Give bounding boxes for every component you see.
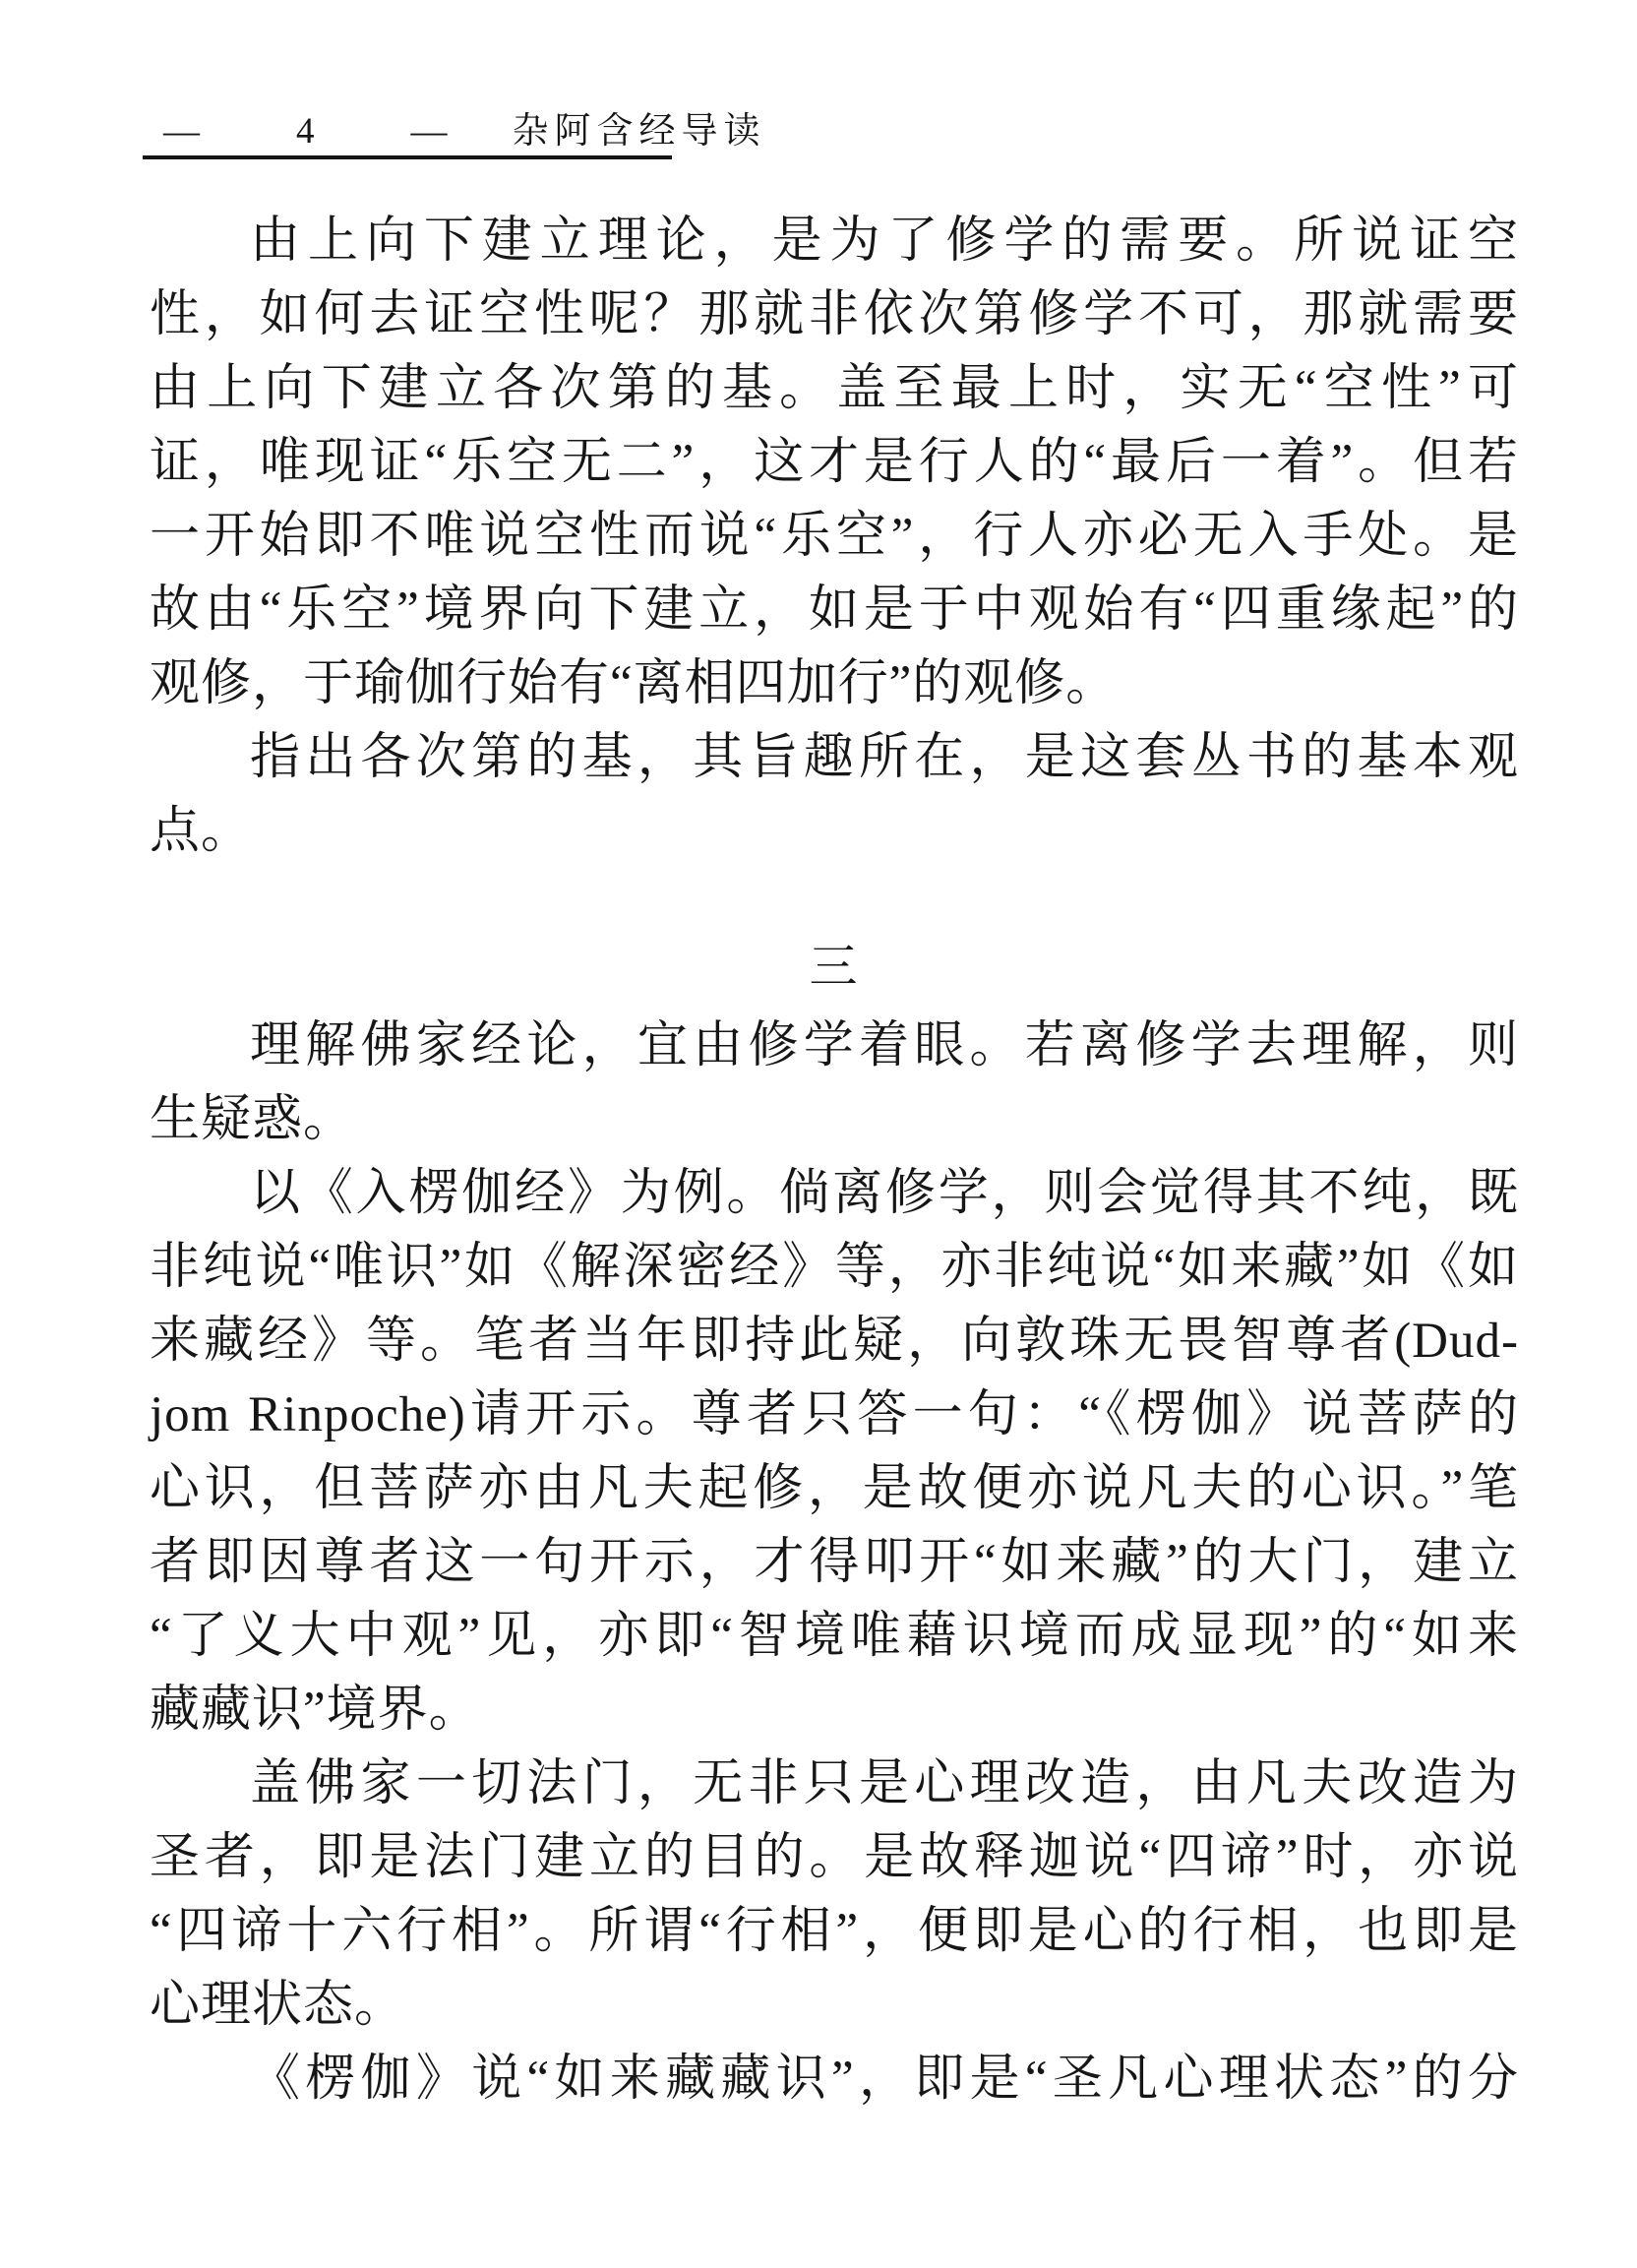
running-header xyxy=(163,110,766,153)
text-line: 心识，但菩萨亦由凡夫起修，是故便亦说凡夫的心识。”笔 xyxy=(150,1461,1519,1516)
text-line: 圣者，即是法门建立的目的。是故释迦说“四谛”时，亦说 xyxy=(150,1830,1519,1885)
book-title: 杂阿含经导读 xyxy=(512,111,766,152)
text-line: 非纯说“唯识”如《解深密经》等，亦非纯说“如来藏”如《如 xyxy=(150,1240,1519,1295)
text-line: 盖佛家一切法门，无非只是心理改造，由凡夫改造为 xyxy=(250,1756,1519,1811)
text-line: 心理状态。 xyxy=(150,1978,406,2033)
text-line: 者即因尊者这一句开示，才得叩开“如来藏”的大门，建立 xyxy=(150,1535,1519,1590)
text-line: 理解佛家经论，宜由修学着眼。若离修学去理解，则 xyxy=(250,1018,1519,1073)
text-line: 由上向下建立理论，是为了修学的需要。所说证空 xyxy=(250,214,1519,269)
text-line: 由上向下建立各次第的基。盖至最上时，实无“空性”可 xyxy=(150,361,1519,416)
text-line: 来藏经》等。笔者当年即持此疑，向敦珠无畏智尊者(Dud- xyxy=(150,1314,1519,1369)
text-line: 藏藏识”境界。 xyxy=(150,1683,480,1738)
text-line: 性，如何去证空性呢？那就非依次第修学不可，那就需要 xyxy=(150,287,1519,342)
text-line: 观修，于瑜伽行始有“离相四加行”的观修。 xyxy=(150,656,1118,711)
text-line: 证，唯现证“乐空无二”，这才是行人的“最后一着”。但若 xyxy=(150,435,1519,490)
text-line: jom Rinpoche)请开示。尊者只答一句：“《楞伽》说菩萨的 xyxy=(150,1387,1519,1442)
page-number: 4 xyxy=(296,111,315,152)
text-line: 指出各次第的基，其旨趣所在，是这套丛书的基本观 xyxy=(250,730,1519,785)
header-dash-left: — xyxy=(163,111,200,152)
header-dash-right: — xyxy=(410,111,448,152)
text-line: 以《入楞伽经》为例。倘离修学，则会觉得其不纯，既 xyxy=(250,1166,1519,1221)
text-line: 故由“乐空”境界向下建立，如是于中观始有“四重缘起”的 xyxy=(150,582,1519,638)
text-line: “了义大中观”见，亦即“智境唯藉识境而成显现”的“如来 xyxy=(150,1609,1519,1664)
text-line: 点。 xyxy=(150,804,253,859)
header-rule xyxy=(143,155,672,159)
text-body xyxy=(150,205,1519,2116)
text-line: 生疑惑。 xyxy=(150,1092,355,1147)
text-line: 一开始即不唯说空性而说“乐空”，行人亦必无入手处。是 xyxy=(150,509,1519,564)
section-heading: 三 xyxy=(809,940,860,994)
text-line: “四谛十六行相”。所谓“行相”，便即是心的行相，也即是 xyxy=(150,1904,1519,1959)
text-line: 《楞伽》说“如来藏藏识”，即是“圣凡心理状态”的分 xyxy=(250,2052,1519,2107)
